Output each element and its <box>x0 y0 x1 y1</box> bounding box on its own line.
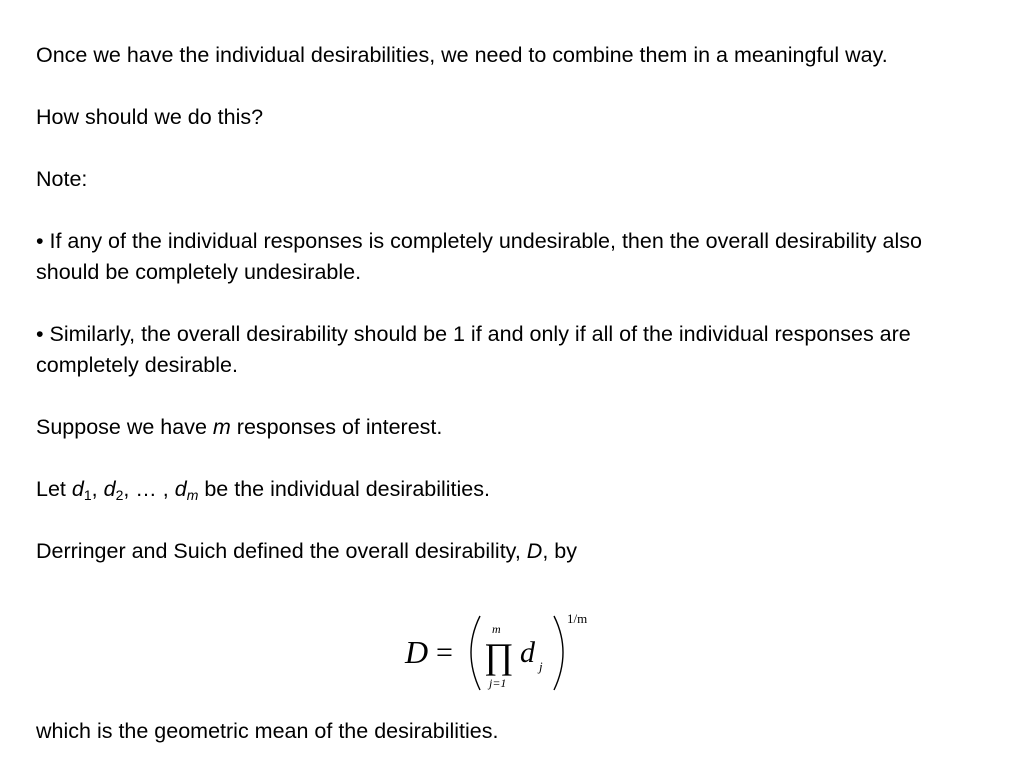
let-subm: m <box>186 487 199 503</box>
let-suffix: be the individual desirabilities. <box>198 477 490 501</box>
question-paragraph: How should we do this? <box>36 105 264 129</box>
formula-product: ∏ <box>484 636 514 676</box>
formula-lhs: D <box>405 634 429 670</box>
right-paren <box>554 616 563 690</box>
bullet-undesirable: • If any of the individual responses is completely undesirable, then the overall desirability also should be completely undesirable. <box>36 229 922 284</box>
formula-exponent: 1/m <box>567 611 588 626</box>
bullet-desirable: • Similarly, the overall desirability should be 1 if and only if all of the individual responses are completely desirable. <box>36 322 911 377</box>
let-d1: d <box>71 477 84 501</box>
geometric-mean-formula <box>400 608 620 698</box>
note-label: Note: <box>36 167 88 191</box>
let-sub2: 2 <box>115 487 124 503</box>
derringer-paragraph <box>36 536 986 567</box>
let-sub1: 1 <box>83 487 92 503</box>
derringer-var: D <box>526 539 543 563</box>
formula-term: d <box>520 636 535 669</box>
let-d2: d <box>103 477 116 501</box>
formula-term-sub: j <box>539 659 543 674</box>
closing-paragraph: which is the geometric mean of the desirabilities. <box>36 719 499 743</box>
suppose-var: m <box>212 415 231 439</box>
let-prefix: Let <box>36 477 72 501</box>
let-ellipsis: , … , <box>123 477 175 501</box>
derringer-after: , by <box>542 539 577 563</box>
left-paren <box>471 616 480 690</box>
slide-body <box>36 40 986 598</box>
formula-lower: j=1 <box>489 676 507 690</box>
suppose-paragraph <box>36 412 986 443</box>
suppose-after: responses of interest. <box>230 415 443 439</box>
intro-paragraph: Once we have the individual desirabilities, we need to combine them in a meaningful way. <box>36 43 888 67</box>
formula-svg <box>400 608 620 698</box>
formula-equals: = <box>436 636 453 669</box>
formula-upper: m <box>492 622 501 636</box>
let-dm: d <box>174 477 187 501</box>
let-sep1: , <box>91 477 104 501</box>
derringer-before: Derringer and Suich defined the overall desirability, <box>36 539 527 563</box>
let-paragraph <box>36 474 986 505</box>
suppose-before: Suppose we have <box>36 415 213 439</box>
